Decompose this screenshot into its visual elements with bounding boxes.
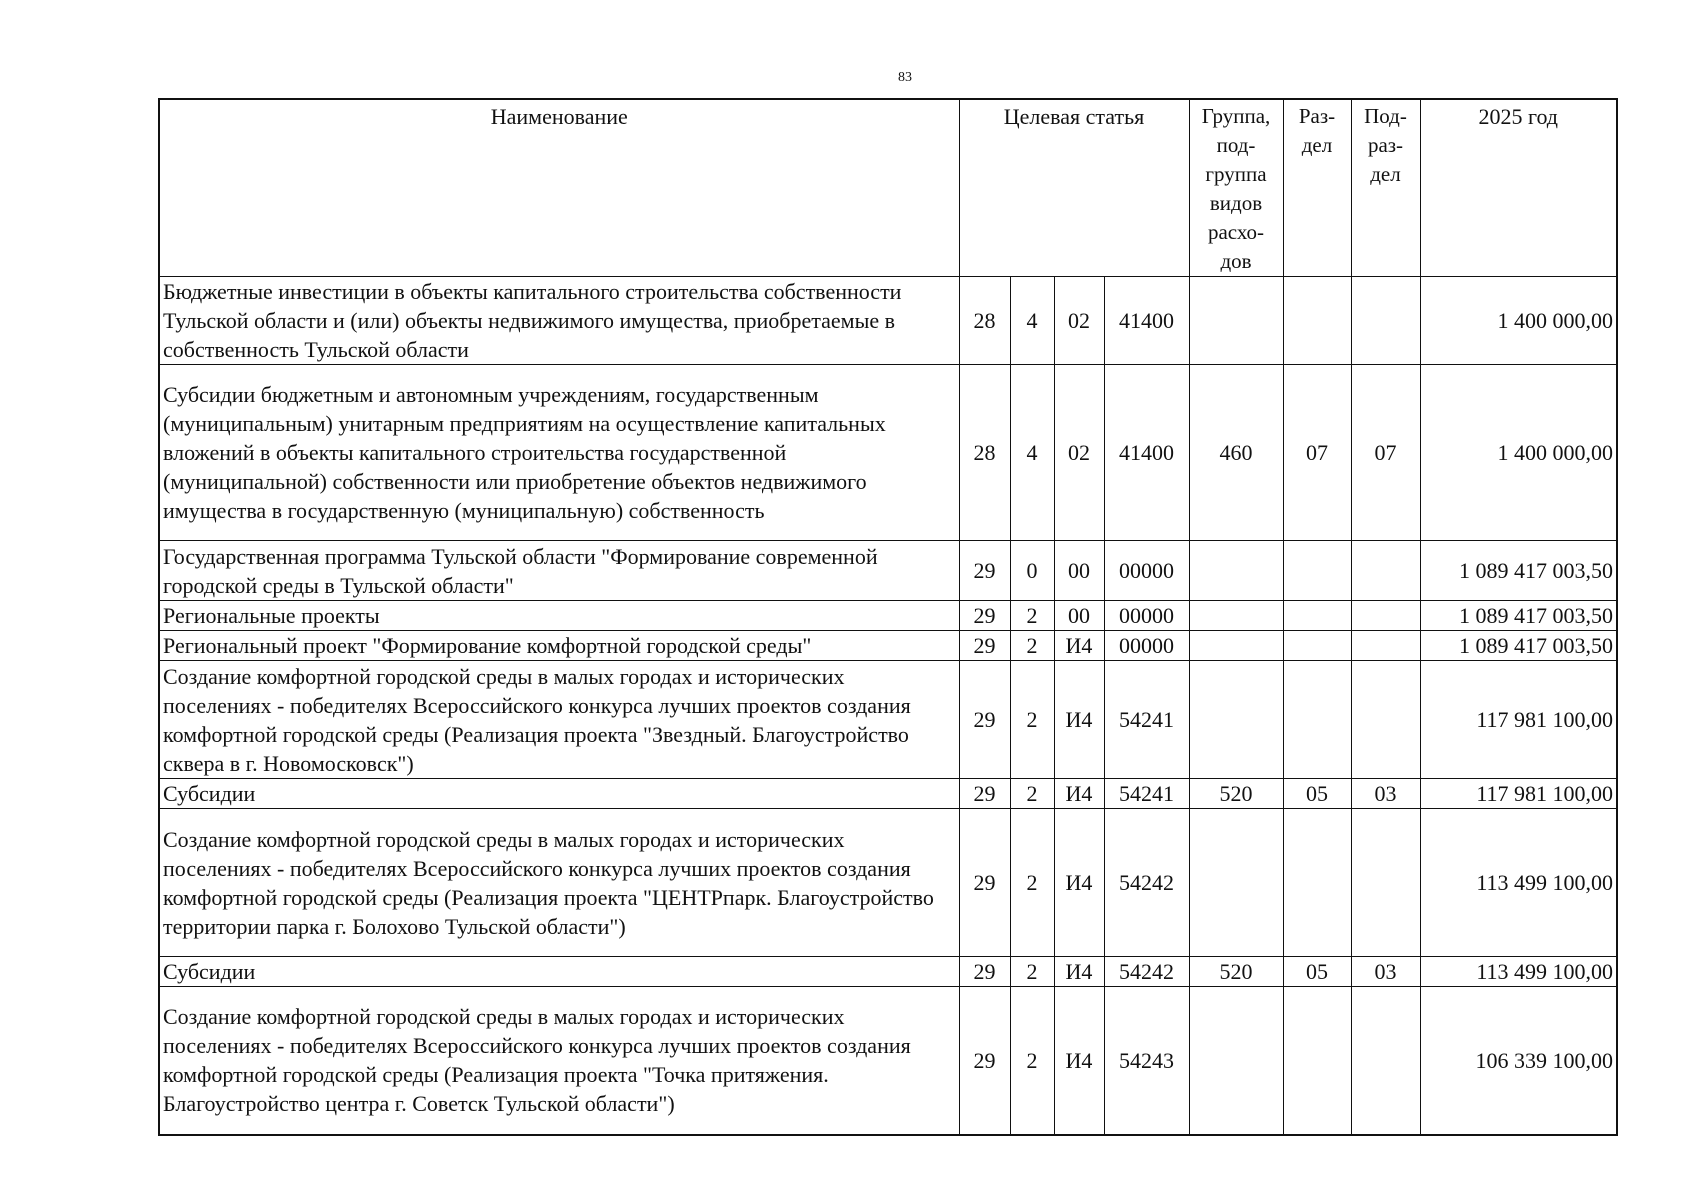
header-subsection: Под- раз- дел [1351,99,1420,277]
header-target-article: Целевая статья [959,99,1189,277]
row-code-subprogram: 2 [1010,631,1054,661]
row-name: Региональные проекты [159,601,959,631]
row-subsection: 07 [1351,365,1420,541]
row-code-expense: 54241 [1104,779,1189,809]
row-amount: 1 089 417 003,50 [1420,631,1617,661]
row-code-expense: 00000 [1104,631,1189,661]
header-row [159,99,1617,277]
row-expense-group [1189,277,1283,365]
row-amount: 113 499 100,00 [1420,809,1617,957]
table-row [159,365,1617,541]
row-name: Создание комфортной городской среды в малых городах и исторических поселениях - победителях Всероссийского конкурса лучших проектов создания комфортной городской среды (Реализация проекта "ЦЕНТРпарк. Благоустройство территории парка г. Болохово Тульской области") [159,809,959,957]
row-name: Субсидии [159,779,959,809]
row-code-program: 28 [959,277,1010,365]
row-code-program: 28 [959,365,1010,541]
row-subsection [1351,277,1420,365]
row-code-expense: 00000 [1104,541,1189,601]
row-expense-group: 520 [1189,957,1283,987]
row-amount: 1 400 000,00 [1420,277,1617,365]
row-code-direction: И4 [1054,957,1104,987]
row-section [1283,601,1351,631]
row-code-program: 29 [959,809,1010,957]
row-section: 07 [1283,365,1351,541]
header-section: Раз- дел [1283,99,1351,277]
row-subsection [1351,601,1420,631]
row-subsection: 03 [1351,779,1420,809]
row-code-program: 29 [959,541,1010,601]
row-code-subprogram: 4 [1010,365,1054,541]
row-name: Субсидии бюджетным и автономным учреждениям, государственным (муниципальным) унитарным предприятиям на осуществление капитальных вложений в объекты капитального строительства государственной (муниципальной) собственности или приобретение объектов недвижимого имущества в государственную (муниципальную) собственность [159,365,959,541]
row-expense-group [1189,631,1283,661]
row-code-program: 29 [959,779,1010,809]
row-code-subprogram: 2 [1010,809,1054,957]
row-amount: 113 499 100,00 [1420,957,1617,987]
row-code-direction: 02 [1054,277,1104,365]
table-row [159,601,1617,631]
row-code-direction: 02 [1054,365,1104,541]
row-code-program: 29 [959,661,1010,779]
budget-table [158,98,1618,1136]
table-row [159,661,1617,779]
table-row [159,779,1617,809]
row-subsection [1351,809,1420,957]
row-name: Создание комфортной городской среды в малых городах и исторических поселениях - победителях Всероссийского конкурса лучших проектов создания комфортной городской среды (Реализация проекта "Звездный. Благоустройство сквера в г. Новомосковск") [159,661,959,779]
row-amount: 1 089 417 003,50 [1420,541,1617,601]
row-code-expense: 00000 [1104,601,1189,631]
row-expense-group [1189,601,1283,631]
row-code-direction: И4 [1054,779,1104,809]
row-expense-group: 520 [1189,779,1283,809]
row-subsection [1351,541,1420,601]
table-row [159,631,1617,661]
row-section [1283,661,1351,779]
row-subsection [1351,987,1420,1135]
row-code-expense: 41400 [1104,365,1189,541]
row-expense-group [1189,541,1283,601]
row-code-expense: 54242 [1104,957,1189,987]
row-code-direction: И4 [1054,631,1104,661]
row-code-direction: И4 [1054,661,1104,779]
row-code-program: 29 [959,631,1010,661]
row-section [1283,277,1351,365]
row-code-subprogram: 2 [1010,987,1054,1135]
row-expense-group [1189,809,1283,957]
row-code-direction: И4 [1054,809,1104,957]
row-code-program: 29 [959,987,1010,1135]
row-subsection [1351,661,1420,779]
table-row [159,957,1617,987]
row-code-expense: 54241 [1104,661,1189,779]
row-subsection: 03 [1351,957,1420,987]
row-section [1283,809,1351,957]
row-section: 05 [1283,957,1351,987]
row-code-expense: 41400 [1104,277,1189,365]
table-row [159,809,1617,957]
table-row [159,987,1617,1135]
row-code-direction: 00 [1054,541,1104,601]
row-code-program: 29 [959,601,1010,631]
table-row [159,277,1617,365]
row-code-subprogram: 2 [1010,779,1054,809]
table-row [159,541,1617,601]
row-expense-group: 460 [1189,365,1283,541]
row-code-expense: 54243 [1104,987,1189,1135]
row-amount: 117 981 100,00 [1420,661,1617,779]
row-amount: 117 981 100,00 [1420,779,1617,809]
row-code-subprogram: 4 [1010,277,1054,365]
row-name: Региональный проект "Формирование комфортной городской среды" [159,631,959,661]
row-code-direction: 00 [1054,601,1104,631]
header-year: 2025 год [1420,99,1617,277]
row-section [1283,987,1351,1135]
row-section: 05 [1283,779,1351,809]
row-name: Субсидии [159,957,959,987]
row-subsection [1351,631,1420,661]
row-expense-group [1189,661,1283,779]
row-section [1283,541,1351,601]
page-number: 83 [898,70,912,85]
row-section [1283,631,1351,661]
row-name: Государственная программа Тульской области "Формирование современной городской среды в Тульской области" [159,541,959,601]
row-code-subprogram: 2 [1010,957,1054,987]
row-code-subprogram: 2 [1010,661,1054,779]
row-amount: 1 089 417 003,50 [1420,601,1617,631]
header-expense-group: Группа, под- группа видов расхо- дов [1189,99,1283,277]
row-code-subprogram: 0 [1010,541,1054,601]
row-code-subprogram: 2 [1010,601,1054,631]
row-expense-group [1189,987,1283,1135]
row-name: Бюджетные инвестиции в объекты капитального строительства собственности Тульской области и (или) объекты недвижимого имущества, приобретаемые в собственность Тульской области [159,277,959,365]
row-code-expense: 54242 [1104,809,1189,957]
row-code-direction: И4 [1054,987,1104,1135]
row-amount: 106 339 100,00 [1420,987,1617,1135]
row-name: Создание комфортной городской среды в малых городах и исторических поселениях - победителях Всероссийского конкурса лучших проектов создания комфортной городской среды (Реализация проекта "Точка притяжения. Благоустройство центра г. Советск Тульской области") [159,987,959,1135]
row-amount: 1 400 000,00 [1420,365,1617,541]
row-code-program: 29 [959,957,1010,987]
header-name: Наименование [159,99,959,277]
